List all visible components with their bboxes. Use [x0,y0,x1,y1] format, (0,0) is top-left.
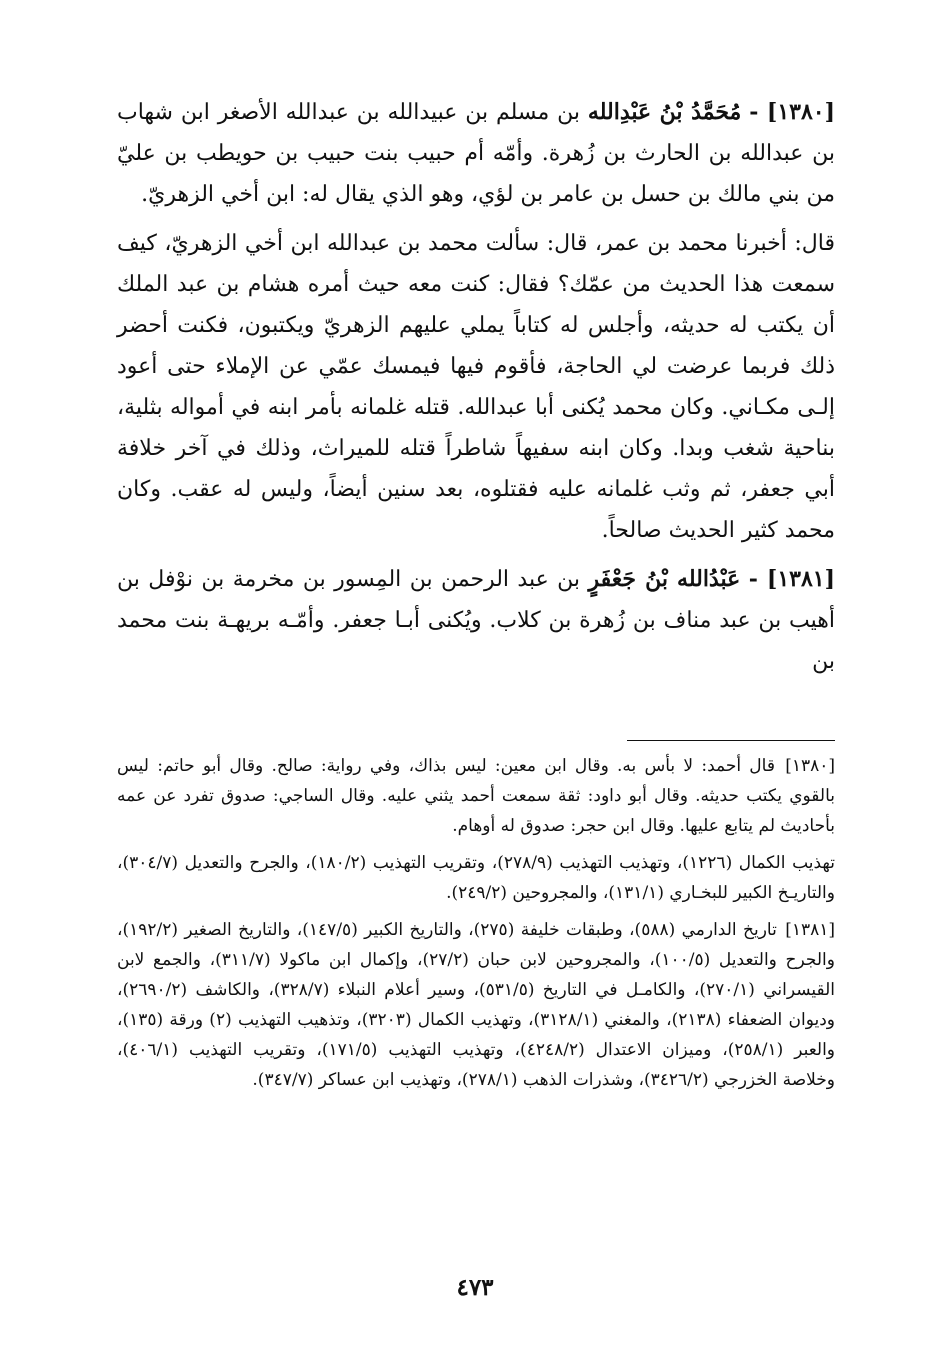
footnote-text: تاريخ الدارمي (٥٨٨)، وطبقات خليفة (٢٧٥)، والتاريخ الكبير (١٤٧/٥)، والتاريخ الصغير (١٩٢/٢)، والجرح والتعديل (١٠٠/٥)، والمجروحين لابن حبان (٢٧/٢)، وإكمال ابن ماكولا (٣١١/٧)، والجمع لابن القيسراني (٢٧٠/١)، والكامـل في التاريخ (٥٣١/٥)، وسير أعلام النبلاء (٣٢٨/٧)، والكاشف (٢٦٩٠/٢)، وديوان الضعفاء (٢١٣٨)، والمغني (٣١٢٨/١)، وتهذيب الكمال (٣٢٠٣)، وتذهيب التهذيب (٢) ورقة (١٣٥)، والعبر (٢٥٨/١)، وميزان الاعتدال (٤٢٤٨/٢)، وتهذيب التهذيب (١٧١/٥)، وتقريب التهذيب (٤٠٦/١)، وخلاصة الخزرجي (٣٤٢٦/٢)، وشذرات الذهب (٢٧٨/١)، وتهذيب ابن عساكر (٣٤٧/٧). [117,920,836,1090]
entry-number: [١٣٨٠] - [749,99,835,125]
entry-text: قال: أخبرنا محمد بن عمر، قال: سألت محمد بن عبدالله ابن أخي الزهريّ، كيف سمعت هذا الحديث من عمّك؟ فقال: كنت معه حيث أمره هشام بن عبد الملك أن يكتب له حديثه، وأجلس له كتاباً يملي عليهم الزهريّ ويكتبون، فكنت أحضر ذلك فربما عرضت لي الحاجة، فأقوم فيها فيمسك عمّي عن الإملاء حتى أعود إلـى مكـاني. وكان محمد يُكنى أبا عبدالله. قتله غلمانه بأمر ابنه في أمواله بثلية، بناحية شغب وبدا. وكان ابنه سفيهاً شاطراً قتله للميراث، وذلك في آخر خلافة أبي جعفر، ثم وثب غلمانه عليه فقتلوه، بعد سنين أيضاً، وليس له عقب. وكان محمد كثير الحديث صالحاً. [117,231,835,543]
entry-number: [١٣٨١] - [748,566,836,592]
entry-1381-paragraph-1 [117,559,835,682]
footnote-text: قال أحمد: لا بأس به. وقال ابن معين: ليس بذاك، وفي رواية: صالح. وقال أبو حاتم: ليس بالقوي يكتب حديثه. وقال أبو داود: ثقة سمعت أحمد يثني عليه. وقال الساجي: صدوق تفرد عن عمه بأحاديث لم يتابع عليها. وقال ابن حجر: صدوق له أوهام. [117,756,835,836]
footnote-1381-paragraph-1 [117,915,835,1095]
page-number: ٤٧٣ [456,1274,494,1301]
footnote-text: تهذيب الكمال (١٢٢٦)، وتهذيب التهذيب (٢٧٨/٩)، وتقريب التهذيب (١٨٠/٢)، والجرح والتعديل (٣٠٤/٧)، والتاريـخ الكبير للبخـاري (١٣١/١)، والمجروحين (٢٤٩/٢). [117,853,835,903]
entry-text: بن مسلم بن عبيدالله بن عبدالله الأصغر ابن شهاب بن عبدالله بن الحارث بن زُهرة. وأمّه أم حبيب بنت حبيب بن حويطب بن عليّ من بني مالك بن حسل بن عامر بن لؤي، وهو الذي يقال له: ابن أخي الزهريّ. [117,100,835,207]
footnote-separator [627,740,835,741]
entry-1380-paragraph-2 [117,223,835,551]
footnotes [117,751,835,1095]
entry-name: مُحَمَّدُ بْنُ عَبْدِالله [587,99,742,125]
entry-text: بن عبد الرحمن بن المِسور بن مخرمة بن نوْفل بن أهيب بن عبد مناف بن زُهرة بن كلاب. ويُكنى أبـا جعفر. وأمّـه بريهـة بنت محمد بن [117,567,835,674]
main-text [117,92,835,682]
entry-1380-paragraph-1 [117,92,835,215]
footnote-1380-paragraph-2 [117,848,835,908]
entry-name: عَبْدُالله بْنُ جَعْفَرٍ [588,566,741,592]
footnote-ref: [١٣٨٠] [785,756,836,776]
footnote-1380-paragraph-1 [117,751,835,841]
footnote-ref: [١٣٨١] [785,920,835,940]
page-body [117,92,835,1102]
